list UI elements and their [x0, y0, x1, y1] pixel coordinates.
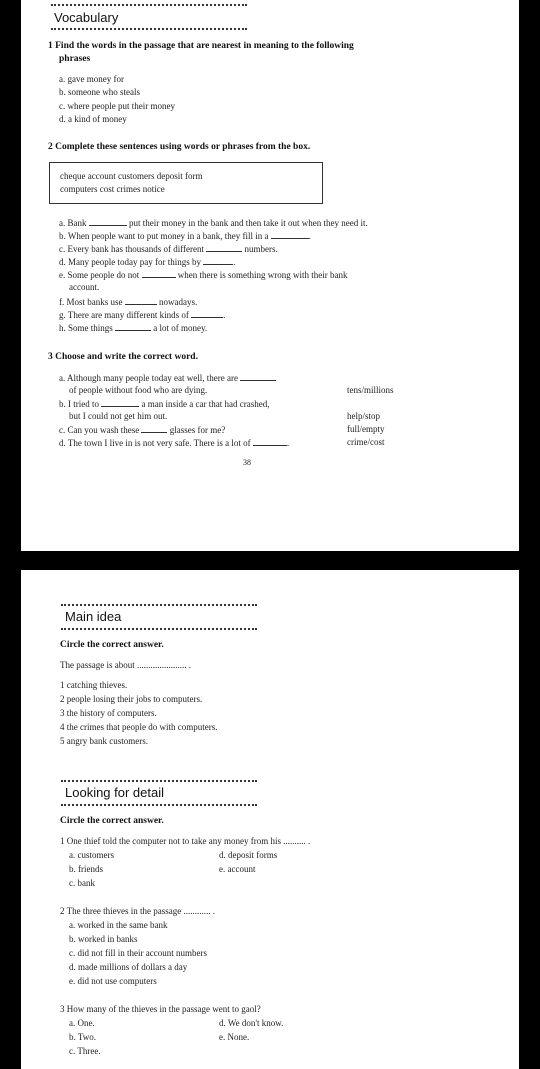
q3-option-a: tens/millions: [347, 385, 394, 395]
detail-q3-option-a[interactable]: a. One.: [69, 1018, 95, 1028]
q2-sentence-e: e. Some people do not when there is something wrong with their bank: [59, 270, 348, 280]
q2-sentence-f: f. Most banks use nowadays.: [59, 297, 198, 307]
detail-q1-question: 1 One thief told the computer not to take any money from his .......... .: [60, 836, 311, 846]
q3-sentence-d: d. The town I live in is not very safe. There is a lot of .: [59, 438, 290, 448]
answer-blank[interactable]: [125, 296, 157, 305]
worksheet-page-38: [21, 0, 519, 551]
q1-item-d: d. a kind of money: [59, 114, 127, 124]
detail-q1-option-b[interactable]: b. friends: [69, 864, 103, 874]
answer-blank[interactable]: [206, 243, 242, 252]
detail-q3-option-b[interactable]: b. Two.: [69, 1032, 96, 1042]
answer-blank[interactable]: [191, 309, 223, 318]
detail-q1-option-d[interactable]: d. deposit forms: [219, 850, 278, 860]
dotted-rule: [51, 28, 247, 30]
dotted-rule: [51, 4, 247, 6]
detail-q2-option-d[interactable]: d. made millions of dollars a day: [69, 962, 188, 972]
q3-sentence-c: c. Can you wash these glasses for me?: [59, 425, 226, 435]
q2-sentence-b: b. When people want to put money in a bank, they fill in a .: [59, 231, 312, 241]
q2-sentence-c: c. Every bank has thousands of different numbers.: [59, 244, 278, 254]
dotted-rule: [61, 604, 257, 606]
answer-blank[interactable]: [101, 398, 139, 407]
word-box: [49, 162, 323, 204]
main-idea-option-3[interactable]: 3 the history of computers.: [60, 708, 157, 718]
main-idea-option-1[interactable]: 1 catching thieves.: [60, 680, 128, 690]
q3-sentence-b-cont: but I could not get him out.: [69, 411, 168, 421]
answer-blank[interactable]: [240, 372, 276, 381]
dotted-rule: [61, 628, 257, 630]
detail-q2-question: 2 The three thieves in the passage ............ .: [60, 906, 216, 916]
q2-sentence-e-cont: account.: [69, 282, 100, 292]
detail-q1-option-c[interactable]: c. bank: [69, 878, 95, 888]
detail-q2-option-b[interactable]: b. worked in banks: [69, 934, 138, 944]
q3-sentence-a-cont: of people without food who are dying.: [69, 385, 208, 395]
q3-title: 3 Choose and write the correct word.: [48, 352, 198, 362]
q2-sentence-d: d. Many people today pay for things by .: [59, 257, 236, 267]
q3-sentence-b: b. I tried to a man inside a car that had crashed,: [59, 399, 270, 409]
section-title-looking-for-detail: Looking for detail: [65, 785, 165, 800]
q3-option-b: help/stop: [347, 411, 380, 421]
word-box-line2: computers cost crimes notice: [60, 184, 165, 194]
answer-blank[interactable]: [89, 217, 127, 226]
detail-q3-option-d[interactable]: d. We don't know.: [219, 1018, 284, 1028]
detail-q1-option-a[interactable]: a. customers: [69, 850, 114, 860]
q1-item-a: a. gave money for: [59, 74, 124, 84]
answer-blank[interactable]: [142, 269, 176, 278]
q2-sentence-h: h. Some things a lot of money.: [59, 323, 208, 333]
detail-q3-option-e[interactable]: e. None.: [219, 1032, 250, 1042]
detail-q2-option-e[interactable]: e. did not use computers: [69, 976, 157, 986]
q1-title-line2: phrases: [59, 54, 91, 64]
word-box-line1: cheque account customers deposit form: [60, 171, 203, 181]
main-idea-prompt: The passage is about ...................... .: [60, 660, 191, 670]
worksheet-page-2: [21, 570, 519, 1069]
q3-option-c: full/empty: [347, 424, 385, 434]
answer-blank[interactable]: [203, 256, 233, 265]
detail-q1-option-e[interactable]: e. account: [219, 864, 256, 874]
detail-q2-option-c[interactable]: c. did not fill in their account numbers: [69, 948, 207, 958]
answer-blank[interactable]: [141, 424, 167, 433]
q3-option-d: crime/cost: [347, 437, 385, 447]
q2-sentence-g: g. There are many different kinds of .: [59, 310, 226, 320]
q2-sentence-a: a. Bank put their money in the bank and then take it out when they need it.: [59, 218, 368, 228]
q2-title: 2 Complete these sentences using words or phrases from the box.: [48, 142, 311, 152]
main-idea-option-5[interactable]: 5 angry bank customers.: [60, 736, 148, 746]
q1-item-c: c. where people put their money: [59, 101, 175, 111]
main-idea-instruction: Circle the correct answer.: [60, 640, 164, 650]
q3-sentence-a: a. Although many people today eat well, there are: [59, 372, 276, 383]
answer-blank[interactable]: [271, 230, 309, 239]
answer-blank[interactable]: [253, 437, 287, 446]
dotted-rule: [61, 780, 257, 782]
page-number: 38: [243, 458, 251, 467]
section-title-main-idea: Main idea: [65, 609, 122, 624]
detail-instruction: Circle the correct answer.: [60, 816, 164, 826]
main-idea-option-2[interactable]: 2 people losing their jobs to computers.: [60, 694, 203, 704]
q1-item-b: b. someone who steals: [59, 87, 140, 97]
dotted-rule: [61, 804, 257, 806]
detail-q2-option-a[interactable]: a. worked in the same bank: [69, 920, 168, 930]
section-title-vocabulary: Vocabulary: [54, 10, 119, 25]
main-idea-option-4[interactable]: 4 the crimes that people do with computers.: [60, 722, 218, 732]
answer-blank[interactable]: [115, 322, 151, 331]
detail-q3-question: 3 How many of the thieves in the passage went to gaol?: [60, 1004, 261, 1014]
detail-q3-option-c[interactable]: c. Three.: [69, 1046, 101, 1056]
q1-title-line1: 1 Find the words in the passage that are nearest in meaning to the following: [48, 41, 354, 51]
